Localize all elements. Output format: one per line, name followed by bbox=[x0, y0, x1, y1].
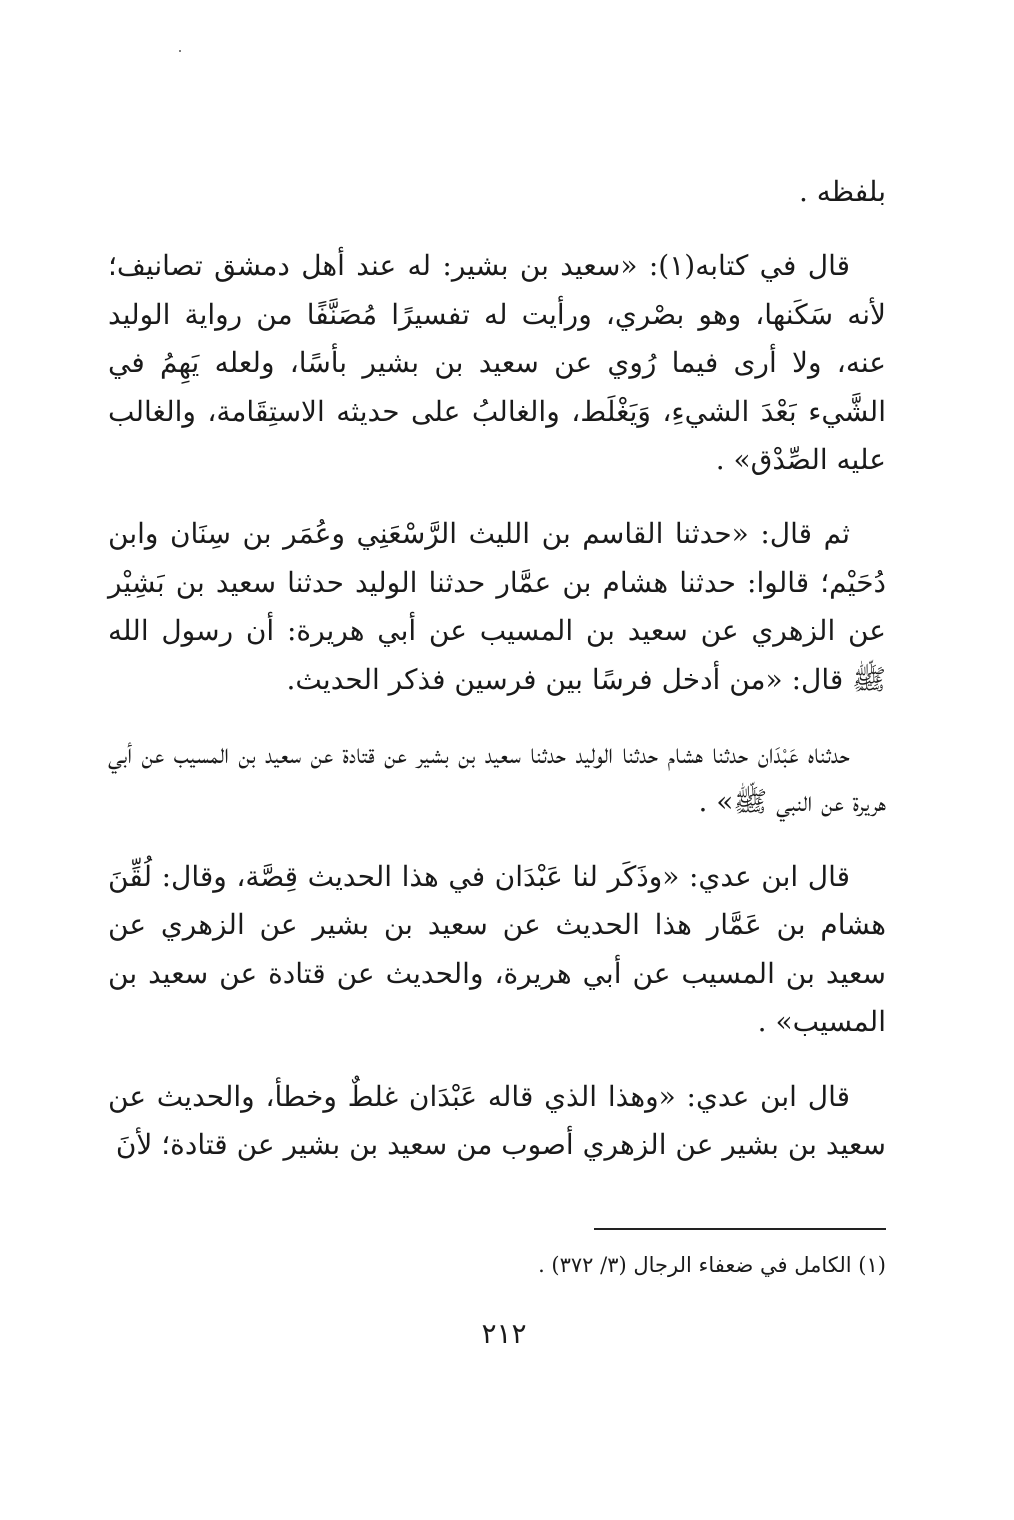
paragraph-continuation: بلفظه . bbox=[798, 175, 886, 208]
paragraph-quote-kitab: قال في كتابه(١): «سعيد بن بشير: له عند أهل دمشق تصانيف؛ لأنه سَكَنها، وهو بصْري، ورأيت له تفسيرًا مُصَنَّفًا من رواية الوليد عنه، ولا أرى فيما رُوي عن سعيد بن بشير بأسًا، ولعله يَهِمُ في الشَّيء بَعْدَ الشيءِ، وَيَغْلَط، والغالبُ على حديثه الاستِقَامة، والغالب عليه الصِّدْق» . bbox=[108, 249, 886, 477]
paragraph-isnad: ثم قال: «حدثنا القاسم بن الليث الرَّسْعَنِي وعُمَر بن سِنَان وابن دُحَيْم؛ قالوا: حدثنا هشام بن عمَّار حدثنا الوليد حدثنا سعيد بن بَشِيْر عن الزهري عن سعيد بن المسيب عن أبي هريرة: أن رسول الله ﷺ قال: «من أدخل فرسًا بين فرسين فذكر الحديث. bbox=[108, 517, 886, 696]
paragraph-abdan: حدثناه عَبْدَان حدثنا هشام حدثنا الوليد حدثنا سعيد بن بشير عن قتادة عن سعيد بن المسيب عن أبي هريرة عن النبي ﷺ» . bbox=[108, 737, 886, 819]
footnote-separator bbox=[594, 1228, 886, 1230]
page-number-text: ٢١٢ bbox=[481, 1317, 527, 1350]
main-text bbox=[108, 168, 886, 1169]
paragraph-ibn-adi-2: قال ابن عدي: «وهذا الذي قاله عَبْدَان غلطٌ وخطأ، والحديث عن سعيد بن بشير عن الزهري أصوب من سعيد بن بشير عن قتادة؛ لأنَ bbox=[108, 1079, 886, 1161]
paragraph-gap bbox=[108, 484, 886, 510]
scan-speck bbox=[179, 50, 181, 52]
paragraph-ibn-adi-1: قال ابن عدي: «وذَكَر لنا عَبْدَان في هذا الحديث قِصَّة، وقال: لُقِّنَ هشام بن عَمَّار هذا الحديث عن سعيد بن بشير عن الزهري عن سعيد بن المسيب عن أبي هريرة، والحديث عن قتادة عن سعيد بن المسيب» . bbox=[108, 859, 886, 1039]
paragraph-gap bbox=[108, 704, 886, 730]
page-number bbox=[0, 1316, 1014, 1352]
footnote: (١) الكامل في ضعفاء الرجال (٣/ ٣٧٢) . bbox=[538, 1253, 886, 1277]
paragraph-gap bbox=[108, 827, 886, 853]
paragraph-gap bbox=[108, 216, 886, 242]
paragraph-gap bbox=[108, 1047, 886, 1073]
